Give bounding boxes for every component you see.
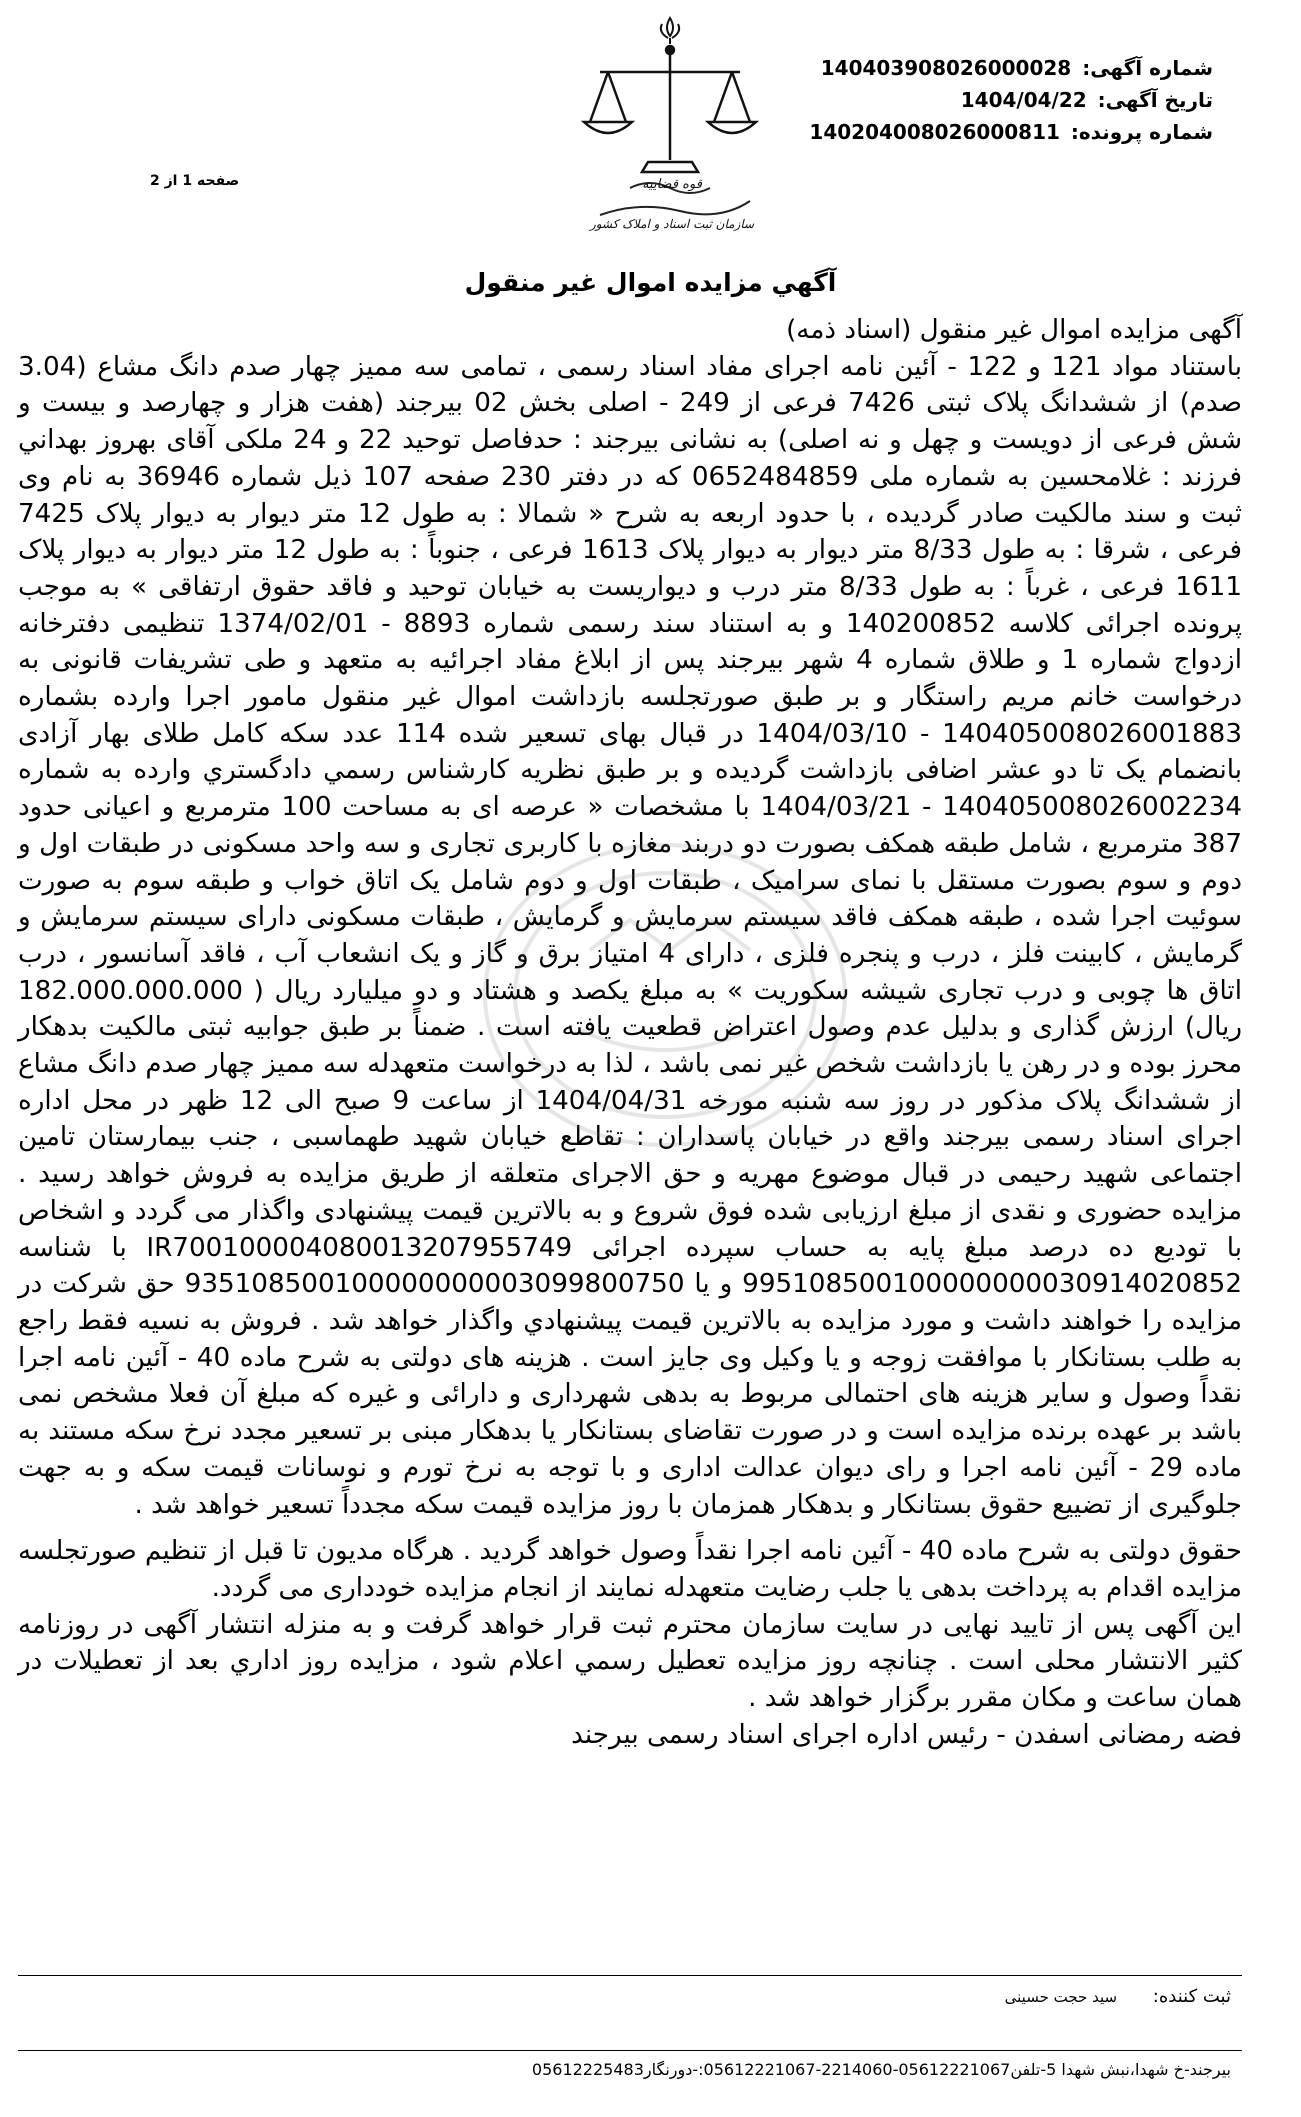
- notice-body: [18, 312, 1242, 1753]
- registrar-label: ثبت کننده:: [1152, 1986, 1231, 2007]
- notice-paragraph-tail-2: این آگهی پس از تایید نهایی در سایت سازمان محترم ثبت قرار خواهد گرفت و به منزله انتشار آگهی در روزنامه کثیر الانتشار محلی است . چنانچه روز مزایده تعطیل رسمي اعلام شود ، مزایده روز اداري بعد از تعطیلات در همان ساعت و مکان مقرر برگزار خواهد شد .: [18, 1609, 1242, 1714]
- divider-top: [18, 1975, 1242, 1976]
- paragraph-divider: [18, 1523, 1242, 1533]
- ad-date-label: تاریخ آگهی:: [1097, 88, 1213, 112]
- emblem-text-bottom: سازمان ثبت اسناد و املاک کشور: [589, 217, 755, 231]
- ad-meta: [809, 52, 1213, 148]
- ad-date: 1404/04/22: [960, 88, 1087, 112]
- notice-paragraph-tail-1: حقوق دولتی به شرح ماده 40 - آئین نامه اجرا نقداً وصول خواهد گردید . هرگاه مدیون تا قبل از تنظیم صورتجلسه مزایده اقدام به پرداخت بدهی یا جلب رضایت متعهدله نمایند از انجام مزایده خودداری می گردد.: [18, 1536, 1242, 1603]
- footer-address: بیرجند-خ شهدا،نبش شهدا 5-تلفن05612221067-2214060-05612221067:-دورنگار05612225483: [531, 2060, 1231, 2079]
- divider-bottom: [18, 2050, 1242, 2051]
- notice-paragraph-main: باستناد مواد 121 و 122 - آئین نامه اجرای مفاد اسناد رسمی ، تمامی سه ممیز چهار صدم دانگ مشاع (3.04 صدم) از ششدانگ پلاک ثبتی 7426 فرعی از 249 - اصلی بخش 02 بیرجند (هفت هزار و چهارصد و بیست و شش فرعی از دویست و چهل و نه اصلی) به نشانی بیرجند : حدفاصل توحید 22 و 24 ملکی آقای بهروز بهداني فرزند : غلامحسین به شماره ملی 0652484859 که در دفتر 230 صفحه 107 ذیل شماره 36946 به نام وی ثبت و سند مالکیت صادر گردیده ، با حدود اربعه به شرح « شمالا : به طول 12 متر دیوار به دیوار پلاک 7425 فرعی ، شرقا : به طول 8/33 متر دیوار به دیوار پلاک 1613 فرعی ، جنوباً : به طول 12 متر دیوار به دیوار پلاک 1611 فرعی ، غرباً : به طول 8/33 متر درب و دیواریست به خیابان توحید و فاقد حقوق ارتفاقی » به موجب پرونده اجرائی کلاسه 140200852 و به استناد سند رسمی شماره 8893 - 1374/02/01 تنظیمی دفترخانه ازدواج شماره 1 و طلاق شماره 4 شهر بیرجند پس از ابلاغ مفاد اجرائیه به متعهد و طی تشریفات قانونی به درخواست خانم مریم راستگار و بر طبق صورتجلسه بازداشت اموال غیر منقول مامور اجرا وارده بشماره 140405008026001883 - 1404/03/10 در قبال بهای تسعیر شده 114 عدد سکه کامل طلای بهار آزادی بانضمام یک تا دو عشر اضافی بازداشت گردیده و بر طبق نظریه کارشناس رسمي دادگستري وارده به شماره 140405008026002234 - 1404/03/21 با مشخصات « عرصه ای به مساحت 100 مترمربع و اعیانی حدود 387 مترمربع ، شامل طبقه همکف بصورت دو دربند مغازه با کاربری تجاری و سه واحد مسکونی در طبقات اول و دوم و سوم بصورت مستقل با نمای سرامیک ، طبقات اول و دوم شامل یک اتاق خواب و طبقه سوم به صورت سوئیت اجرا شده ، طبقه همکف فاقد سیستم سرمایش و گرمایش ، طبقات مسکونی دارای سیستم سرمایش و گرمایش ، کابینت فلز ، درب و پنجره فلزی ، دارای 4 امتیاز برق و گاز و یک انشعاب آب ، فاقد آسانسور ، درب اتاق ها چوبی و درب تجاری شیشه سکوریت » به مبلغ یکصد و هشتاد و دو میلیارد ریال ( 182.000.000.000 ریال) ارزش گذاری و بدلیل عدم وصول اعتراض قطعیت یافته است . ضمناً بر طبق جوابیه ثبتی مالکیت بدهکار محرز بوده و در رهن یا بازداشت شخص غیر نمی باشد ، لذا به درخواست متعهدله سه ممیز چهار صدم دانگ مشاع از ششدانگ پلاک مذکور در روز سه شنبه مورخه 1404/04/31 از ساعت 9 صبح الی 12 ظهر در محل اداره اجرای اسناد رسمی بیرجند واقع در خیابان پاسداران : تقاطع خیابان شهید طهماسبی ، جنب بیمارستان تامین اجتماعی شهید رحیمی در قبال موضوع مهریه و حق الاجرای متعلقه از طریق مزایده به فروش خواهد رسید . مزایده حضوری و نقدی از مبلغ ارزیابی شده فوق شروع و به بالاترین قیمت پیشنهادی واگذار می گردد و اشخاص با تودیع ده درصد مبلغ پایه به حساب سپرده اجرائی IR700100004080013207955749 با شناسه 995108500100000000030914020852 و یا 935108500100000000003099800750 حق شرکت در مزایده را خواهند داشت و مورد مزایده به بالاترین قیمت پیشنهادي واگذار خواهد شد . فروش به نسیه فقط راجع به طلب بستانکار با موافقت زوجه و یا وکیل وی جایز است . هزینه های دولتی به شرح ماده 40 - آئین نامه اجرا نقداً وصول و سایر هزینه های احتمالی مربوط به بدهی شهرداری و دارائی و غیره که مبلغ آن فعلا مشخص نمی باشد بر عهده برنده مزایده است و در صورت تقاضای بستانکار یا بدهکار مبنی بر تسعیر مجدد نرخ سکه مستند به ماده 29 - آئین نامه اجرا و رای دیوان عدالت اداری و با توجه به نرخ تورم و نوسانات قیمت سکه و به جهت جلوگیری از تضییع حقوق بستانکار و بدهکار همزمان با روز مزایده قیمت سکه مجدداً تسعیر خواهد شد .: [18, 351, 1243, 1520]
- file-number-row: [809, 116, 1213, 148]
- page-indicator: صفحه 1 از 2: [150, 173, 240, 189]
- file-number-label: شماره پرونده:: [1070, 120, 1213, 144]
- ad-number: 140403908026000028: [820, 56, 1072, 80]
- page-title: آگهي مزايده اموال غير منقول: [464, 268, 837, 297]
- emblem-text-top: قوه قضاییه: [642, 177, 702, 192]
- ad-number-row: [809, 52, 1213, 84]
- registrar-row: [1005, 1986, 1231, 2007]
- signature-line: فضه رمضانی اسفدن - رئیس اداره اجرای اسناد رسمی بیرجند: [571, 1719, 1242, 1750]
- ad-date-row: [809, 84, 1213, 116]
- registrar-name: سید حجت حسینی: [1004, 1988, 1118, 2006]
- ad-number-label: شماره آگهی:: [1082, 56, 1213, 80]
- judiciary-emblem-icon: [560, 10, 790, 240]
- notice-subtitle: آگهی مزایده اموال غیر منقول (اسناد ذمه): [786, 315, 1242, 345]
- file-number: 140204008026000811: [809, 120, 1060, 144]
